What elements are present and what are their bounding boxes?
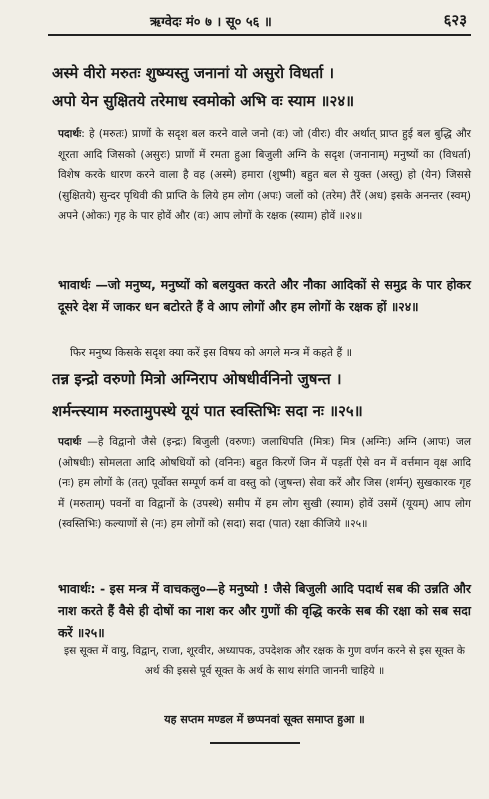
bhavartha-label: भावार्थः — [58, 277, 91, 292]
bhavartha-label: भावार्थः — [58, 581, 91, 596]
mantra-25-line-2: शर्मन्त्स्याम मरुतामुपस्थे यूयं पात स्वस्तिभिः सदा नः ॥२५॥ — [52, 402, 363, 420]
bhavartha-25: भावार्थः: - इस मन्त्र में वाचकलु०—हे मनुष्यो ! जैसे बिजुली आदि पदार्थ सब की उन्नति और नाश करते हैं वैसे ही दोषों का नाश कर और गुणों की वृद्धि करके सब की रक्षा को सब सदा करें ॥२५॥ — [58, 581, 471, 640]
padartha-label: पदार्थः — [58, 128, 82, 140]
padartha-24: पदार्थः: हे (मरुतः) प्राणों के सदृश बल करने वाले जनो (वः) जो (वीरः) वीर अर्थात् प्राप्त हुई बल बुद्धि और शूरता आदि जिसको (असुरः) प्राणों में रमता हुआ बिजुली अग्नि के सदृश (जनानाम्) मनुष्यों का (विधर्ता) विशेष करके धारण करने वाला है वह (अस्मे) हमारा (शुष्मी) बहुत बल से युक्त (अस्तु) हो (येन) जिससे (सुक्षितये) सुन्दर पृथिवी की प्राप्ति के लिये हम लोग (अपः) जलों को (तरेम) तैरें (अध) इसके अनन्तर (स्वम्) अपने (ओकः) गृह के पार होवें और (वः) आप लोगों के रक्षक (स्याम) होवें ॥२४॥ — [58, 128, 471, 222]
padartha-text: —हे विद्वानो जैसे (इन्द्रः) बिजुली (वरुणः) जलाधिपति (मित्रः) मित्र (अग्निः) अग्नि (आपः) जल (ओषधीः) सोमलता आदि ओषधियों को (वनिनः) बहुत किरणें जिन में पड़तीं ऐसे वन में वर्त्तमान वृक्ष आदि (नः) हम लोगों के (तत्) पूर्वोक्त सम्पूर्ण कर्म वा वस्तु को (जुषन्त) सेवा करें और जिस (शर्मन्) सुखकारक गृह में (मरुताम्) पवनों वा विद्वानों के (उपस्थे) समीप में हम लोग सुखी (स्याम) होवें उसमें (यूयम्) आप लोग (स्वस्तिभिः) कल्याणों से (नः) हम लोगों को (सदा) सदा (पात) रक्षा कीजिये ॥२५॥ — [58, 436, 472, 530]
header-rule — [48, 34, 471, 36]
footer-rule — [210, 742, 300, 744]
closing-line: यह सप्तम मण्डल में छप्पनवां सूक्त समाप्त हुआ ॥ — [164, 713, 365, 726]
running-title: ऋग्वेदः मं० ७ । सू० ५६ ॥ — [150, 15, 272, 30]
bhavartha-text: - इस मन्त्र में वाचकलु०—हे मनुष्यो ! जैसे बिजुली आदि पदार्थ सब की उन्नति और नाश करते हैं वैसे ही दोषों का नाश कर और गुणों की वृद्धि करके सब की रक्षा को सब सदा करें ॥२५॥ — [58, 581, 471, 640]
page-header — [0, 6, 489, 36]
padartha-25 — [58, 432, 471, 535]
mantra-24-line-1: अस्मे वीरो मरुतः शुष्म्यस्तु जनानां यो असुरो विधर्ता । — [52, 64, 335, 82]
bhavartha-text: —जो मनुष्य, मनुष्यों को बलयुक्त करते और नौका आदिकों से समुद्र के पार होकर दूसरे देश में जाकर धन बटोरते हैं वे आप लोगों और हम लोगों के रक्षक हों ॥२४॥ — [58, 277, 471, 314]
bhavartha-24 — [58, 274, 471, 318]
mantra-25-line-1: तन्न इन्द्रो वरुणो मित्रो अग्निराप ओषधीर्वनिनो जुषन्त । — [52, 370, 342, 388]
sukta-summary: इस सूक्त में वायु, विद्वान्, राजा, शूरवीर, अध्यापक, उपदेशक और रक्षक के गुण वर्णन करने से इस सूक्त के अर्थ की इससे पूर्व सूक्त के अर्थ के साथ संगति जाननी चाहिये ॥ — [64, 645, 465, 677]
mantra-24-line-2: अपो येन सुक्षितये तरेमाध स्वमोको अभि वः स्याम ॥२४॥ — [52, 92, 355, 110]
page-number: ६२३ — [443, 11, 467, 29]
padartha-text: हे (मरुतः) प्राणों के सदृश बल करने वाले जनो (वः) जो (वीरः) वीर अर्थात् प्राप्त हुई बल बुद्धि और शूरता आदि जिसको (असुरः) प्राणों में रमता हुआ बिजुली अग्नि के सदृश (जनानाम्) मनुष्यों का (विधर्ता) विशेष करके धारण करने वाला है वह (अस्मे) हमारा (शुष्मी) बहुत बल से युक्त (अस्तु) हो (येन) जिससे (सुक्षितये) सुन्दर पृथिवी की प्राप्ति के लिये हम लोग (अपः) जलों को (तरेम) तैरें (अध) इसके अनन्तर (स्वम्) अपने (ओकः) गृह के पार होवें और (वः) आप लोगों के रक्षक (स्याम) होवें ॥२४॥ — [58, 128, 471, 222]
padartha-label: पदार्थः — [58, 436, 82, 448]
transition-line: फिर मनुष्य किसके सदृश क्या करें इस विषय को अगले मन्त्र में कहते हैं ॥ — [70, 346, 353, 359]
